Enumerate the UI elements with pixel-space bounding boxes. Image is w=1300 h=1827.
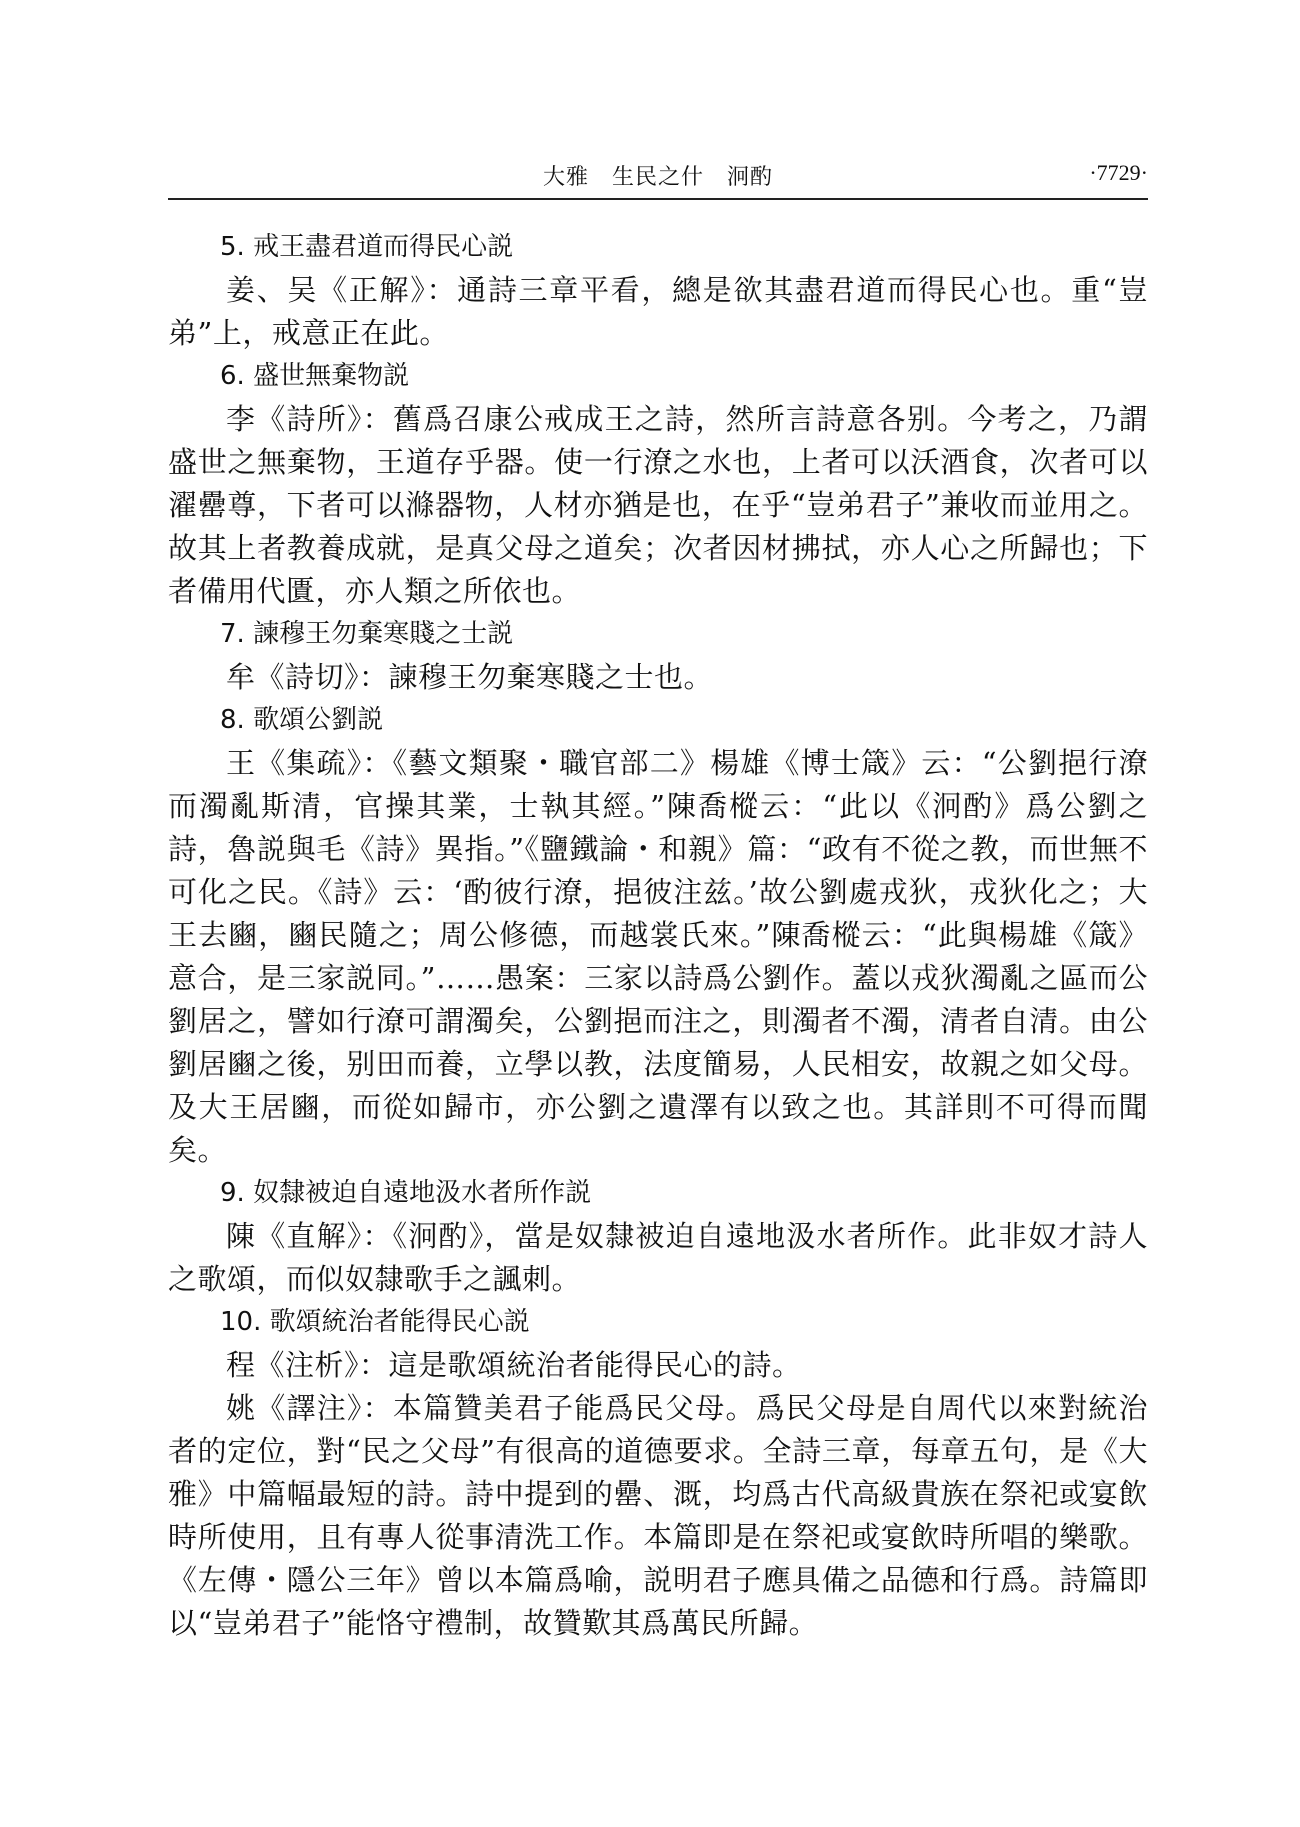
body-text bbox=[168, 226, 1148, 1645]
paragraph: 李《詩所》：舊爲召康公戒成王之詩，然所言詩意各别。今考之，乃謂盛世之無棄物，王道存乎器。使一行潦之水也，上者可以沃酒食，次者可以濯罍尊，下者可以滌器物，人材亦猶是也，在乎“豈弟君子”兼收而並用之。故其上者教養成就，是真父母之道矣；次者因材拂拭，亦人心之所歸也；下者備用代匱，亦人類之所依也。 bbox=[168, 402, 1148, 608]
paragraph: 姜、吴《正解》：通詩三章平看，總是欲其盡君道而得民心也。重“豈弟”上，戒意正在此。 bbox=[168, 273, 1148, 350]
section-heading-5: 5. 戒王盡君道而得民心説 bbox=[220, 232, 514, 262]
paragraph: 姚《譯注》：本篇贊美君子能爲民父母。爲民父母是自周代以來對統治者的定位，對“民之父母”有很高的道德要求。全詩三章，每章五句，是《大雅》中篇幅最短的詩。詩中提到的罍、溉，均爲古代高級貴族在祭祀或宴飲時所使用，且有專人從事清洗工作。本篇即是在祭祀或宴飲時所唱的樂歌。《左傳・隱公三年》曾以本篇爲喻，説明君子應具備之品德和行爲。詩篇即以“豈弟君子”能恪守禮制，故贊歎其爲萬民所歸。 bbox=[168, 1391, 1148, 1640]
header-rule bbox=[168, 198, 1148, 200]
header-title: 大雅 生民之什 泂酌 bbox=[542, 165, 773, 190]
section-heading-7: 7. 諫穆王勿棄寒賤之士説 bbox=[220, 619, 514, 649]
paragraph: 牟《詩切》：諫穆王勿棄寒賤之士也。 bbox=[226, 660, 714, 694]
paragraph: 王《集疏》：《藝文類聚・職官部二》楊雄《博士箴》云：“公劉挹行潦而濁亂斯清，官操其業，士執其經。”陳喬樅云：“此以《泂酌》爲公劉之詩，魯説與毛《詩》異指。”《鹽鐵論・和親》篇：“政有不從之教，而世無不可化之民。《詩》云：‘酌彼行潦，挹彼注兹。’故公劉處戎狄，戎狄化之；大王去豳，豳民隨之；周公修德，而越裳氏來。”陳喬樅云：“此與楊雄《箴》意合，是三家説同。”……愚案：三家以詩爲公劉作。蓋以戎狄濁亂之區而公劉居之，譬如行潦可謂濁矣，公劉挹而注之，則濁者不濁，清者自清。由公劉居豳之後，别田而養，立學以教，法度簡易，人民相安，故親之如父母。及大王居豳，而從如歸市，亦公劉之遺澤有以致之也。其詳則不可得而聞矣。 bbox=[168, 746, 1148, 1167]
section-heading-8: 8. 歌頌公劉説 bbox=[220, 705, 384, 735]
section-heading-6: 6. 盛世無棄物説 bbox=[220, 361, 410, 391]
section-heading-10: 10. 歌頌統治者能得民心説 bbox=[220, 1307, 530, 1337]
paragraph: 程《注析》：這是歌頌統治者能得民心的詩。 bbox=[226, 1348, 802, 1382]
paragraph: 陳《直解》：《泂酌》，當是奴隸被迫自遠地汲水者所作。此非奴才詩人之歌頌，而似奴隸歌手之諷刺。 bbox=[168, 1219, 1148, 1296]
running-header bbox=[168, 156, 1148, 196]
section-heading-9: 9. 奴隸被迫自遠地汲水者所作説 bbox=[220, 1178, 592, 1208]
page-number: ·7729· bbox=[1089, 160, 1148, 185]
